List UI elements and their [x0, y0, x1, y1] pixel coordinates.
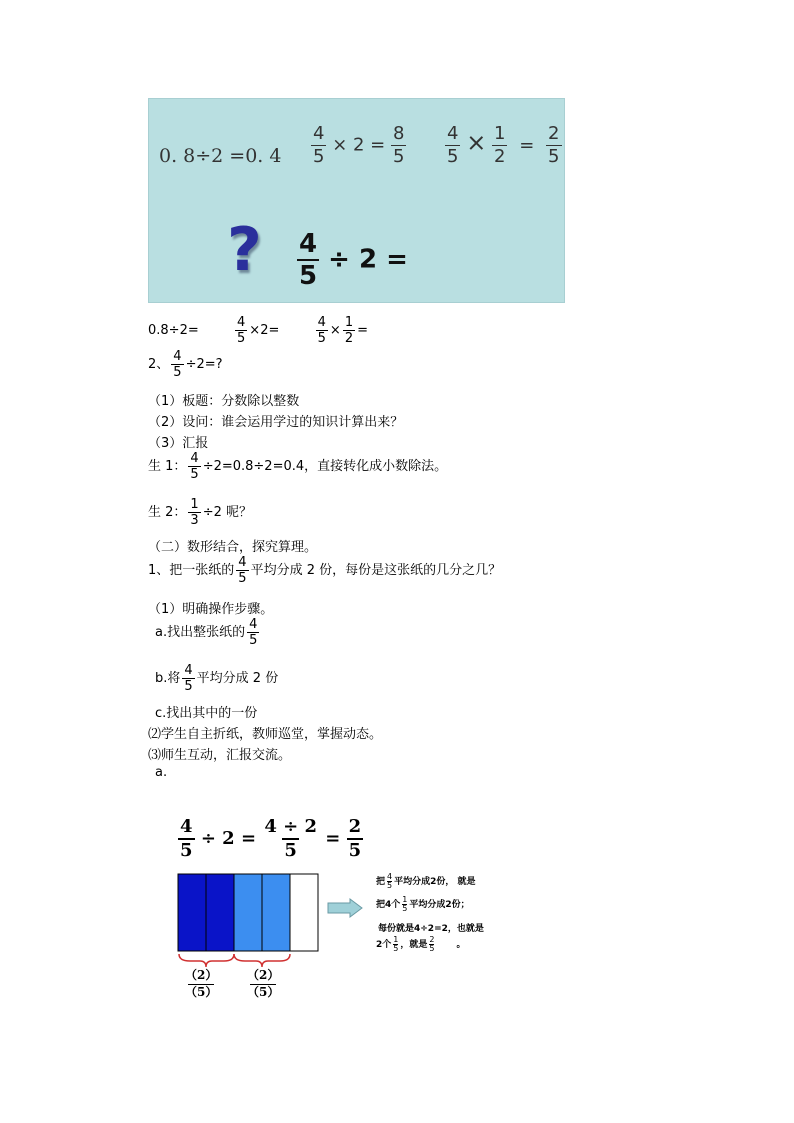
slide-expr-decimal: 0. 8÷2 =0. 4: [159, 145, 282, 167]
slide-question-expr: $\frac{4}{5}$ ÷ 2 =: [299, 229, 408, 291]
line-1: 0.8÷2= $\frac{4}{5}$ ×2= $\frac{4}{5}$ × $\frac{1}{2}$ =: [148, 315, 369, 346]
brace-left: [179, 954, 234, 967]
intro-slide: [148, 98, 565, 303]
line-13: c.找出其中的一份: [155, 706, 258, 721]
line-6: 生 1： $\frac{4}{5}$ ÷2=0.8÷2=0.4，直接转化成小数除法。: [148, 451, 448, 482]
brace-right: [234, 954, 290, 967]
strip-part-4: [262, 874, 290, 951]
line-4: （2）设问：谁会运用学过的知识计算出来？: [148, 415, 404, 430]
strip-part-3: [234, 874, 262, 951]
note-line-2: 把4个 $\frac{1}{5}$ 平均分成2份；: [376, 895, 470, 913]
question-mark-icon: ?: [227, 215, 262, 285]
line-5: （3）汇报: [148, 436, 209, 451]
line-8: （二）数形结合，探究算理。: [148, 540, 318, 555]
paper-strip-diagram: [170, 868, 330, 972]
line-12: b.将 $\frac{4}{5}$ 平均分成 2 份: [155, 663, 279, 694]
line-11: a.找出整张纸的 $\frac{4}{5}$: [155, 617, 258, 648]
strip-part-5: [290, 874, 318, 951]
diagram-equation: $\frac{4}{5}$ ÷ 2 = $\frac{4 \div 2}{5}$ = $\frac{2}{5}$: [180, 816, 362, 861]
brace-label-2: （2） （5）: [247, 968, 280, 999]
line-7: 生 2： $\frac{1}{3}$ ÷2 呢？: [148, 497, 252, 528]
line-15: ⑶师生互动，汇报交流。: [148, 748, 292, 763]
line-16: a.: [155, 765, 168, 780]
note-line-1: 把 $\frac{4}{5}$ 平均分成2份， 就是: [376, 872, 476, 890]
brace-label-1: （2） （5）: [185, 968, 218, 999]
line-3: （1）板题：分数除以整数: [148, 394, 300, 409]
note-line-3: 每份就是4÷2=2，也就是: [378, 924, 484, 934]
note-line-4: 2个 $\frac{1}{5}$ ，就是 $\frac{2}{5}$ 。: [376, 935, 466, 953]
strip-part-2: [206, 874, 234, 951]
right-arrow-icon: [326, 898, 364, 918]
line-2: 2、 $\frac{4}{5}$ ÷2=?: [148, 349, 223, 380]
strip-part-1: [178, 874, 206, 951]
line-10: （1）明确操作步骤。: [148, 602, 274, 617]
slide-expr-multiply-integer: $\frac{4}{5}$ × 2 = $\frac{8}{5}$: [313, 123, 405, 167]
slide-expr-multiply-fraction: $\frac{4}{5}$ × $\frac{1}{2}$ = $\frac{2}{5}$: [447, 123, 560, 167]
line-9: 1、把一张纸的 $\frac{4}{5}$ 平均分成 2 份，每份是这张纸的几分之几？: [148, 555, 502, 586]
line-14: ⑵学生自主折纸，教师巡堂，掌握动态。: [148, 727, 383, 742]
